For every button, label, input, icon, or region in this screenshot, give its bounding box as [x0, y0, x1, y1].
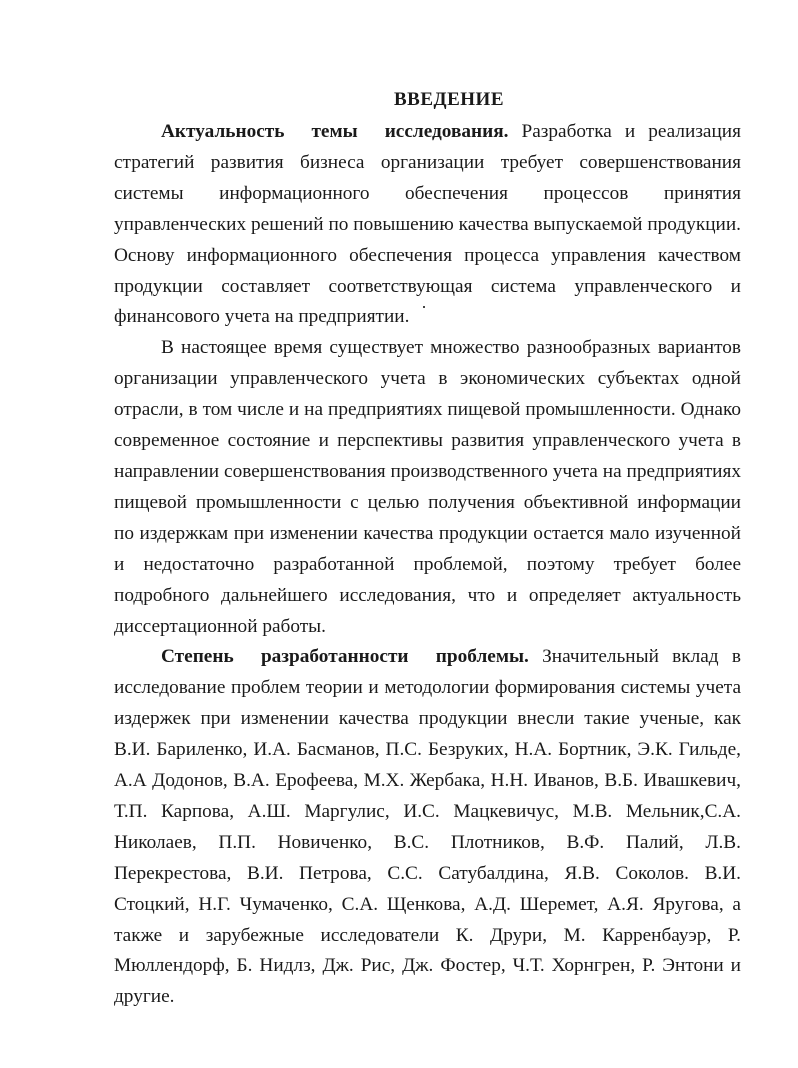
paragraph-text-relevance: Разработка и реализация стратегий развития бизнеса организации требует совершенствования системы информационного обеспечения процессов принятия управленческих решений по повышению качества выпускаемой продукции. Основу информационного обеспечения процесса управления качеством продукции составляет соответствующая система управленческого и финансового учета на предприятии.	[114, 121, 741, 328]
paragraph-lead-degree: Степень разработанности проблемы.	[161, 646, 529, 668]
paragraph-text-current-state: В настоящее время существует множество разнообразных вариантов организации управленческого учета в экономических субъектах одной отрасли, в том числе и на предприятиях пищевой промышленности. Однако современное состояние и перспективы развития управленческого учета в направлении совершенствования производственного учета на предприятиях пищевой промышленности с целью получения объективной информации по издержкам при изменении качества продукции остается мало изученной и недостаточно разработанной проблемой, поэтому требует более подробного дальнейшего исследования, что и определяет актуальность диссертационной работы.	[114, 337, 741, 637]
paragraph-degree-of-development	[114, 642, 741, 1013]
paragraph-lead-relevance: Актуальность темы исследования.	[161, 121, 509, 142]
paragraph-current-state	[114, 333, 741, 642]
document-body	[114, 117, 741, 1013]
paragraph-relevance	[114, 117, 741, 333]
scan-speck	[423, 306, 425, 308]
page-title: ВВЕДЕНИЕ	[394, 89, 504, 110]
paragraph-text-degree: Значительный вклад в исследование проблем теории и методологии формирования системы учета издержек при изменении качества продукции внесли такие ученые, как В.И. Бариленко, И.А. Басманов, П.С. Безруких, Н.А. Бортник, Э.К. Гильде, А.А Додонов, В.А. Ерофеева, М.Х. Жербака, Н.Н. Иванов, В.Б. Ивашкевич, Т.П. Карпова, А.Ш. Маргулис, И.С. Мацкевичус, М.В. Мельник,С.А. Николаев, П.П. Новиченко, В.С. Плотников, В.Ф. Палий, Л.В. Перекрестова, В.И. Петрова, С.С. Сатубалдина, Я.В. Соколов. В.И. Стоцкий, Н.Г. Чумаченко, С.А. Щенкова, А.Д. Шеремет, А.Я. Яругова, а также и зарубежные исследователи К. Друри, М. Карренбауэр, Р. Мюллендорф, Б. Нидлз, Дж. Рис, Дж. Фостер, Ч.Т. Хорнгрен, Р. Энтони и другие.	[114, 646, 741, 1008]
